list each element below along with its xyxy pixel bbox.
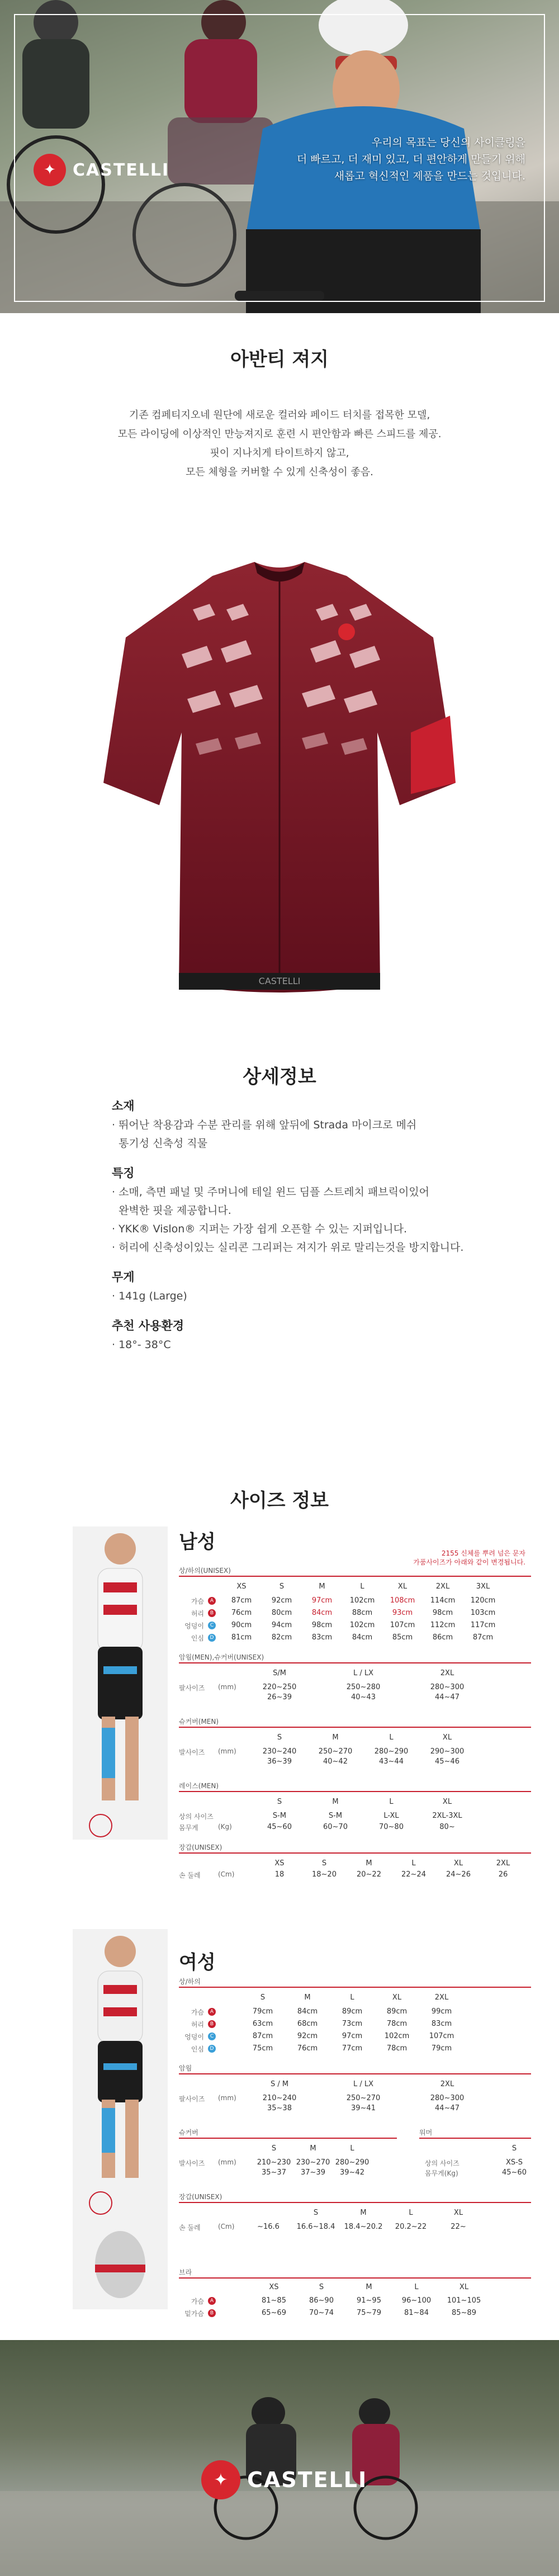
table-cell: 75~79	[357, 2309, 381, 2317]
table-header: L / LX	[353, 1669, 374, 1677]
table-cell: 36~39	[267, 1757, 292, 1766]
table-header: L	[389, 1733, 394, 1742]
table-header: L	[360, 1582, 364, 1591]
table-cell: 79cm	[431, 2044, 452, 2053]
table-cell: 18~20	[312, 1870, 337, 1879]
section-divider	[179, 1727, 531, 1728]
row-unit: (mm)	[218, 1683, 236, 1691]
measure-badge: B	[208, 2020, 216, 2028]
table-cell: L-XL	[383, 1812, 399, 1820]
section-divider	[179, 2277, 531, 2279]
table-cell: 40~43	[351, 1693, 376, 1701]
size-title: 사이즈 정보	[230, 1490, 329, 1512]
row-label: 몸무게	[179, 1824, 198, 1832]
table-cell: 85cm	[392, 1633, 413, 1642]
row-unit: (mm)	[218, 2158, 236, 2166]
table-cell: 280~300	[430, 1683, 465, 1691]
table-header: S	[511, 2144, 517, 2153]
detail-line: · 141g (Large)	[112, 1290, 187, 1302]
detail-line: · 허리에 신축성이있는 실리콘 그리퍼는 져지가 위로 말리는것을 방지합니다.	[112, 1241, 464, 1254]
table-cell: 77cm	[342, 2044, 363, 2053]
table-cell: 108cm	[390, 1596, 415, 1605]
table-cell: 26	[498, 1870, 508, 1879]
feature-heading: 특징	[112, 1166, 135, 1180]
table-section-label: 암웜	[179, 2064, 192, 2072]
men-figure	[73, 1526, 168, 1840]
detail-line: · 소매, 측면 패널 및 주머니에 테일 윈드 딤플 스트레치 패브릭이있어	[112, 1186, 430, 1198]
table-header: M	[332, 1733, 339, 1742]
table-header: S	[277, 1733, 282, 1742]
women-figure	[73, 1929, 168, 2309]
table-cell: 39~41	[351, 2104, 376, 2112]
table-cell: 18	[274, 1870, 285, 1879]
table-cell: 80cm	[271, 1609, 292, 1617]
table-cell: 63cm	[252, 2020, 273, 2028]
table-cell: 45~46	[435, 1757, 459, 1766]
table-cell: 280~300	[430, 2094, 465, 2102]
product-title: 아반티 져지	[230, 348, 329, 371]
table-header: M	[332, 1798, 339, 1806]
table-cell: 81~84	[404, 2309, 429, 2317]
table-cell: 44~47	[435, 1693, 459, 1701]
women-size-table	[179, 1977, 531, 2329]
row-unit: (Cm)	[218, 2223, 235, 2230]
section-divider	[179, 2138, 397, 2139]
table-cell: 250~280	[346, 1683, 381, 1691]
table-cell: 210~240	[262, 2094, 297, 2102]
table-cell: 102cm	[384, 2032, 410, 2040]
table-cell: 92cm	[297, 2032, 318, 2040]
scorpion-icon: ✦	[201, 2460, 240, 2499]
table-header: S	[321, 1859, 327, 1868]
table-cell: 87cm	[472, 1633, 494, 1642]
table-cell: 20~22	[357, 1870, 381, 1879]
men-note	[391, 1549, 525, 1567]
hero-line: 우리의 목표는 당신의 사이클링을	[371, 136, 525, 149]
table-cell: 60~70	[323, 1823, 348, 1831]
table-cell: 81~85	[262, 2296, 286, 2305]
table-cell: 87cm	[231, 1596, 252, 1605]
table-cell: 81cm	[231, 1633, 252, 1642]
table-header: XL	[453, 2209, 463, 2217]
table-cell: 84cm	[352, 1633, 373, 1642]
row-label: 몸무게(Kg)	[425, 2169, 458, 2177]
men-size-table	[179, 1566, 531, 1879]
table-section-label: 상/하의(UNISEX)	[179, 1567, 231, 1575]
note-line: 2155 신체를 뿌려 넘은 문자	[441, 1549, 525, 1557]
table-header: S/M	[273, 1669, 286, 1677]
table-cell: 82cm	[271, 1633, 292, 1642]
row-label: 팔사이즈	[179, 1684, 205, 1692]
table-cell: 102cm	[349, 1621, 375, 1629]
detail-line: 완벽한 핏을 제공합니다.	[112, 1204, 231, 1217]
measure-badge: A	[208, 2008, 216, 2016]
row-label: 가슴	[191, 1597, 204, 1605]
table-cell: 89cm	[342, 2007, 363, 2016]
table-cell: 107cm	[390, 1621, 415, 1629]
table-cell: 250~270	[346, 2094, 381, 2102]
hero-line: 더 빠르고, 더 재미 있고, 더 편안하게 만들기 위해	[296, 153, 525, 166]
table-section-label: 슈커버(MEN)	[179, 1718, 219, 1726]
table-cell: 96~100	[401, 2296, 432, 2305]
table-header: L	[411, 1859, 416, 1868]
table-cell: 230~270	[296, 2158, 330, 2167]
table-cell: 44~47	[435, 2104, 459, 2112]
castelli-logo	[34, 154, 169, 186]
measure-badge: C	[208, 1622, 216, 1629]
table-cell: 76cm	[297, 2044, 318, 2053]
row-unit: (Kg)	[218, 1823, 232, 1831]
table-cell: 85~89	[452, 2309, 476, 2317]
table-header: L	[350, 2144, 354, 2153]
hero-banner	[0, 0, 559, 313]
brand-name: CASTELLI	[247, 2468, 368, 2492]
measure-badge: D	[208, 2045, 216, 2053]
table-cell: 87cm	[252, 2032, 273, 2040]
table-cell: 73cm	[342, 2020, 363, 2028]
detail-line: · YKK® Vislon® 지퍼는 가장 쉽게 오픈할 수 있는 지퍼입니다.	[112, 1223, 408, 1235]
brand-name: CASTELLI	[73, 160, 170, 180]
note-line: 가품사이즈가 아래와 같이 변경됩니다.	[413, 1558, 525, 1566]
table-header: 2XL	[440, 1669, 454, 1677]
table-cell: 120cm	[470, 1596, 496, 1605]
desc-line: 모든 체형을 커버할 수 있게 신축성이 좋음.	[186, 466, 373, 478]
table-section-label: 장갑(UNISEX)	[179, 2193, 222, 2201]
detail-line: 통기성 신축성 직물	[112, 1137, 207, 1150]
table-header: S	[319, 2283, 324, 2291]
table-cell: 93cm	[392, 1609, 413, 1617]
table-section-label: 워머	[419, 2129, 433, 2137]
detail-line: · 뛰어난 착용감과 수분 관리를 위해 앞뒤에 Strada 마이크로 메쉬	[112, 1119, 417, 1131]
table-cell: 18.4~20.2	[344, 2223, 383, 2231]
table-header: S	[277, 1798, 282, 1806]
jersey-logo: CASTELLI	[258, 976, 301, 986]
table-header: XL	[459, 2283, 469, 2291]
table-cell: 2XL-3XL	[432, 1812, 462, 1820]
table-cell: 20.2~22	[395, 2223, 427, 2231]
measure-badge: C	[208, 2033, 216, 2040]
table-header: XL	[392, 1993, 402, 2002]
row-label: 인심	[191, 1634, 204, 1642]
table-cell: 88cm	[352, 1609, 373, 1617]
table-cell: 220~250	[262, 1683, 297, 1691]
scorpion-icon: ✦	[34, 154, 66, 186]
table-cell: 79cm	[252, 2007, 273, 2016]
measure-badge: B	[208, 2309, 216, 2317]
table-cell: 99cm	[431, 2007, 452, 2016]
table-cell: 24~26	[446, 1870, 471, 1879]
table-cell: 68cm	[297, 2020, 318, 2028]
table-cell: 280~290	[374, 1747, 409, 1756]
row-label: 상의 사이즈	[179, 1813, 214, 1821]
row-label: 손 둘레	[179, 2224, 201, 2232]
table-cell: 70~74	[309, 2309, 334, 2317]
row-label: 엉덩이	[184, 1622, 204, 1630]
table-cell: 89cm	[386, 2007, 408, 2016]
table-cell: 97cm	[342, 2032, 363, 2040]
table-header: L	[414, 2283, 419, 2291]
hero-line: 새롭고 혁신적인 제품을 만드는 것입니다.	[334, 170, 525, 182]
table-cell: 98cm	[432, 1609, 453, 1617]
table-cell: 230~240	[262, 1747, 297, 1756]
row-label: 허리	[191, 2021, 204, 2029]
measure-badge: A	[208, 2297, 216, 2305]
row-label: 허리	[191, 1610, 204, 1618]
table-cell: 16.6~18.4	[296, 2223, 335, 2231]
table-header: M	[366, 2283, 372, 2291]
row-unit: (mm)	[218, 1747, 236, 1755]
table-header: M	[310, 2144, 316, 2153]
table-cell: XS-S	[505, 2158, 523, 2167]
table-cell: 45~60	[267, 1823, 292, 1831]
table-header: 2XL	[434, 1993, 449, 2002]
section-divider	[179, 1576, 531, 1577]
table-header: M	[319, 1582, 325, 1591]
section-divider	[179, 2073, 531, 2074]
table-cell: 114cm	[430, 1596, 456, 1605]
table-header: L / LX	[353, 2080, 374, 2088]
section-divider	[179, 1987, 531, 1988]
section-divider	[419, 2138, 531, 2139]
table-cell: 22~	[451, 2223, 466, 2231]
row-label: 가슴	[191, 2298, 204, 2305]
section-divider	[179, 1852, 531, 1854]
women-title: 여성	[179, 1951, 216, 1974]
table-header: S / M	[270, 2080, 289, 2088]
men-title: 남성	[179, 1531, 216, 1553]
table-section-label: 상/하의	[179, 1978, 201, 1986]
table-cell: S-M	[272, 1812, 287, 1820]
table-cell: 290~300	[430, 1747, 465, 1756]
section-divider	[179, 1791, 531, 1792]
table-cell: 84cm	[297, 2007, 318, 2016]
desc-line: 핏이 지나치게 타이트하지 않고,	[210, 447, 349, 459]
table-cell: 84cm	[311, 1609, 333, 1617]
table-cell: 102cm	[349, 1596, 375, 1605]
table-cell: 37~39	[301, 2168, 325, 2177]
table-cell: 26~39	[267, 1693, 292, 1701]
table-cell: 97cm	[311, 1596, 333, 1605]
table-cell: 40~42	[323, 1757, 348, 1766]
table-header: M	[360, 2209, 367, 2217]
table-cell: 98cm	[311, 1621, 333, 1629]
table-header: L	[350, 1993, 354, 2002]
table-cell: 65~69	[262, 2309, 286, 2317]
table-cell: 101~105	[447, 2296, 481, 2305]
table-header: 2XL	[440, 2080, 454, 2088]
table-header: XS	[269, 2283, 279, 2291]
table-cell: 90cm	[231, 1621, 252, 1629]
desc-line: 기존 컴페티지오네 원단에 새로운 컬러와 페이드 터치를 접목한 모델,	[129, 409, 430, 421]
row-label: 상의 사이즈	[425, 2159, 459, 2167]
table-cell: 91~95	[357, 2296, 381, 2305]
table-header: M	[366, 1859, 372, 1868]
product-description	[0, 406, 559, 482]
table-cell: 70~80	[379, 1823, 404, 1831]
table-header: M	[304, 1993, 311, 2002]
table-header: S	[260, 1993, 266, 2002]
table-header: 2XL	[496, 1859, 510, 1868]
table-cell: 83cm	[311, 1633, 333, 1642]
table-cell: 39~42	[340, 2168, 364, 2177]
table-cell: 22~24	[401, 1870, 426, 1879]
hero-slogan	[235, 134, 525, 185]
table-header: L	[409, 2209, 413, 2217]
row-label: 밑가슴	[184, 2310, 204, 2318]
footer-banner	[0, 2340, 559, 2576]
desc-line: 모든 라이딩에 이상적인 만능져지로 훈련 시 편안함과 빠른 스피드를 제공.	[117, 428, 442, 440]
table-header: S	[313, 2209, 319, 2217]
table-cell: 78cm	[386, 2020, 408, 2028]
measure-badge: B	[208, 1609, 216, 1617]
detail-line: · 18°- 38°C	[112, 1339, 171, 1351]
table-cell: S-M	[328, 1812, 343, 1820]
section-divider	[179, 1662, 531, 1663]
table-cell: 80~	[439, 1823, 455, 1831]
row-label: 엉덩이	[184, 2033, 204, 2041]
table-cell: 45~60	[502, 2168, 527, 2177]
table-cell: 117cm	[470, 1621, 496, 1629]
table-cell: 75cm	[252, 2044, 273, 2053]
table-cell: 43~44	[379, 1757, 404, 1766]
jersey-image	[98, 548, 461, 1006]
footer-photo	[0, 2340, 559, 2576]
table-header: XL	[442, 1798, 452, 1806]
material-heading: 소재	[112, 1099, 135, 1113]
table-cell: 76cm	[231, 1609, 252, 1617]
row-unit: (Cm)	[218, 1870, 235, 1878]
table-cell: 35~38	[267, 2104, 292, 2112]
row-label: 손 둘레	[179, 1871, 201, 1879]
table-header: 3XL	[476, 1582, 490, 1591]
table-header: S	[271, 2144, 277, 2153]
table-cell: 78cm	[386, 2044, 408, 2053]
table-cell: 280~290	[335, 2158, 369, 2167]
section-divider	[179, 2202, 531, 2203]
table-header: XS	[236, 1582, 247, 1591]
table-header: XL	[453, 1859, 463, 1868]
table-cell: 107cm	[429, 2032, 454, 2040]
table-cell: 35~37	[262, 2168, 286, 2177]
table-cell: 86~90	[309, 2296, 334, 2305]
measure-badge: A	[208, 1597, 216, 1605]
table-cell: 94cm	[271, 1621, 292, 1629]
row-label: 발사이즈	[179, 1748, 205, 1756]
table-cell: 83cm	[431, 2020, 452, 2028]
table-section-label: 레이스(MEN)	[179, 1782, 219, 1790]
environment-heading: 추천 사용환경	[112, 1319, 184, 1332]
table-section-label: 암웜(MEN),슈커버(UNISEX)	[179, 1653, 264, 1661]
table-header: 2XL	[435, 1582, 450, 1591]
table-header: XL	[442, 1733, 452, 1742]
row-unit: (mm)	[218, 2094, 236, 2102]
details-body	[112, 1097, 537, 1354]
measure-badge: D	[208, 1634, 216, 1642]
row-label: 가슴	[191, 2008, 204, 2016]
table-cell: 103cm	[470, 1609, 496, 1617]
table-cell: 92cm	[271, 1596, 292, 1605]
row-label: 발사이즈	[179, 2159, 205, 2167]
table-header: L	[389, 1798, 394, 1806]
weight-heading: 무게	[112, 1270, 135, 1284]
table-cell: 86cm	[432, 1633, 453, 1642]
table-section-label: 장갑(UNISEX)	[179, 1844, 222, 1851]
table-cell: 210~230	[257, 2158, 291, 2167]
table-section-label: 브라	[179, 2268, 192, 2276]
table-cell: 112cm	[430, 1621, 456, 1629]
row-label: 팔사이즈	[179, 2095, 205, 2103]
row-label: 인심	[191, 2045, 204, 2053]
table-header: XS	[274, 1859, 285, 1868]
table-cell: ~16.6	[257, 2223, 280, 2231]
details-title: 상세정보	[243, 1066, 316, 1088]
table-header: S	[279, 1582, 285, 1591]
footer-logo	[201, 2460, 367, 2499]
table-section-label: 슈커버	[179, 2129, 198, 2137]
table-header: XL	[397, 1582, 408, 1591]
table-cell: 250~270	[318, 1747, 353, 1756]
